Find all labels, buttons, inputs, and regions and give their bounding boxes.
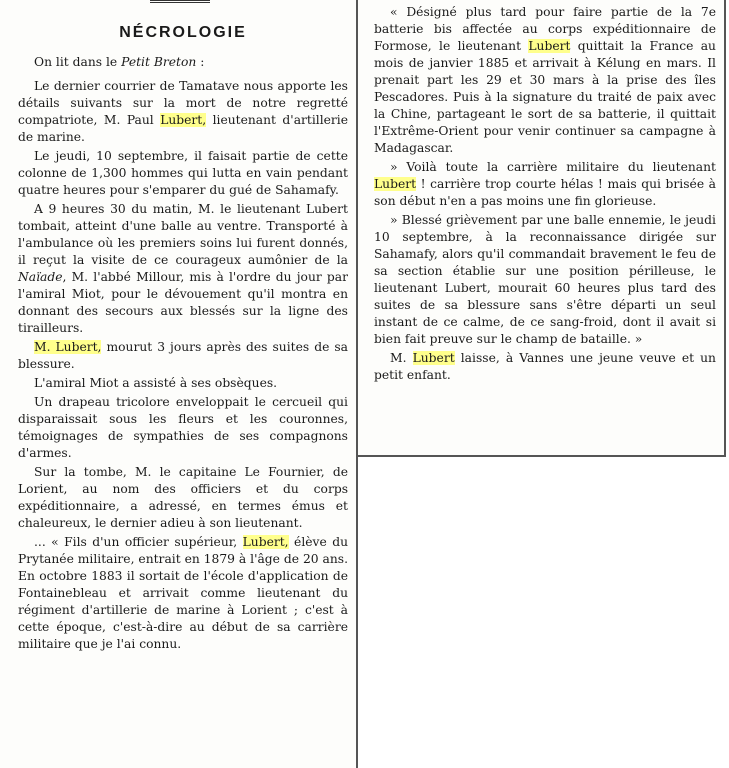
paragraph-text: » Voilà toute la carrière militaire du lieutenant <box>390 160 716 174</box>
paragraph-8 <box>18 534 348 653</box>
paragraph-text: Sur la tombe, M. le capitaine Le Fournier, de Lorient, au nom des officiers et du corps expéditionnaire, a adressé, en termes émus et chaleureux, le dernier adieu à son lieutenant. <box>18 465 348 530</box>
highlighted-name: Lubert <box>528 39 571 53</box>
paragraph-text: ... « Fils d'un officier supérieur, <box>34 535 243 549</box>
intro-after: : <box>196 55 205 69</box>
paragraph-text: Le jeudi, 10 septembre, il faisait partie de cette colonne de 1,300 hommes qui lutta en vain pendant quatre heures pour s'emparer du gué de Sahamafy. <box>18 149 348 197</box>
paragraph-text: ! carrière trop courte hélas ! mais qui brisée à son début n'en a pas moins une fin glorieuse. <box>374 177 716 208</box>
paragraph-text: lieutenant d'artillerie de marine. <box>18 113 349 144</box>
intro-line <box>18 54 348 71</box>
paragraph-text: mourut 3 jours après des suites de sa blessure. <box>18 340 348 371</box>
left-column <box>0 0 358 768</box>
paragraph-2 <box>18 148 348 199</box>
paragraph-text: Le dernier courrier de Tamatave nous apporte les détails suivants sur la mort de notre regretté compatriote, M. Paul <box>18 79 348 127</box>
highlighted-name: Lubert <box>412 351 455 365</box>
paragraph-text: L'amiral Miot a assisté à ses obsèques. <box>34 376 278 390</box>
highlighted-name: M. Lubert, <box>34 340 102 354</box>
paragraph-text: » Blessé grièvement par une balle ennemie, le jeudi 10 septembre, à la reconnaissance dirigée sur Sahamafy, alors qu'il commandait bravement le feu de sa section établie sur une position périlleuse, le lieutenant Lubert, mourait 60 heures plus tard des suites de sa blessure sans s'être départi un seul instant de ce calme, de ce sang-froid, dont il avait si bien fait preuve sur le champ de bataille. » <box>374 213 716 346</box>
right-column <box>358 0 726 457</box>
paragraph-11 <box>374 212 716 348</box>
paragraph-4 <box>18 339 348 373</box>
paragraph-text: Un drapeau tricolore enveloppait le cercueil qui disparaissait sous les fleurs et les couronnes, témoignages de sympathies de ses compagnons d'armes. <box>18 395 348 460</box>
highlighted-name: Lubert, <box>242 535 289 549</box>
paragraph-text: M. <box>390 351 413 365</box>
paragraph-1 <box>18 78 348 146</box>
highlighted-name: Lubert, <box>160 113 207 127</box>
ship-name: Naïade <box>18 270 63 284</box>
paragraph-text: laisse, à Vannes une jeune veuve et un petit enfant. <box>374 351 716 382</box>
paragraph-text: élève du Prytanée militaire, entrait en 1879 à l'âge de 20 ans. En octobre 1883 il sortait de l'école d'application de Fontainebleau et arrivait comme lieutenant du régiment d'artillerie de marine à Lorient ; c'est à cette époque, c'est-à-dire au début de sa carrière militaire que je l'ai connu. <box>18 535 348 651</box>
top-ornament <box>150 0 210 9</box>
paragraph-6 <box>18 394 348 462</box>
paragraph-9 <box>374 4 716 157</box>
intro-before: On lit dans le <box>34 55 122 69</box>
paragraph-text: « Désigné plus tard pour faire partie de la 7e batterie bis affectée au corps expéditionnaire de Formose, le lieutenant <box>374 5 716 53</box>
paragraph-10 <box>374 159 716 210</box>
paragraph-text: A 9 heures 30 du matin, M. le lieutenant Lubert tombait, atteint d'une balle au ventre. Transporté à l'ambulance où les premiers soins lui furent donnés, il reçut la visite de ce courageux aumônier de la <box>18 202 348 267</box>
paragraph-text: , M. l'abbé Millour, mis à l'ordre du jour par l'amiral Miot, pour le dévouement qu'il montra en donnant des secours aux blessés sur la ligne des tirailleurs. <box>18 270 348 335</box>
paragraph-5 <box>18 375 348 392</box>
paragraph-12 <box>374 350 716 384</box>
highlighted-name: Lubert <box>374 177 417 191</box>
paragraph-3 <box>18 201 348 337</box>
paragraph-text: quittait la France au mois de janvier 1885 et arrivait à Kélung en mars. Il prenait part les 29 et 30 mars à la prise des îles Pescadores. Puis à la signature du traité de paix avec la Chine, partageant le sort de sa batterie, il quittait l'Extrême-Orient pour venir continuer sa campagne à Madagascar. <box>374 39 716 155</box>
paragraph-7 <box>18 464 348 532</box>
intro-source: Petit Breton <box>121 55 197 69</box>
article-title: NÉCROLOGIE <box>119 24 247 41</box>
